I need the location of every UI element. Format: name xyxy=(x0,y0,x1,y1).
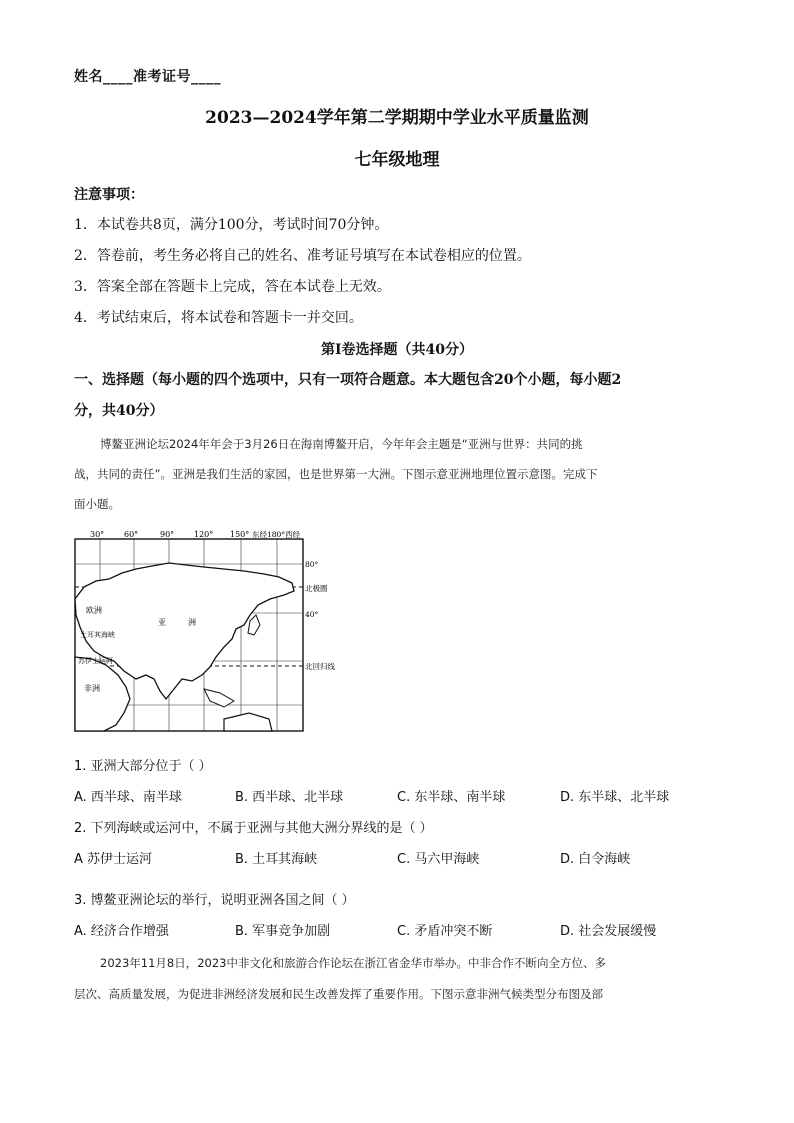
option-c[interactable]: C. 矛盾冲突不断 xyxy=(397,924,493,939)
question-stem: 3. 博鳌亚洲论坛的举行，说明亚洲各国之间（ ） xyxy=(74,893,355,908)
option-a[interactable]: A. 西半球、南半球 xyxy=(74,790,182,805)
exam-title: 2023—2024学年第二学期期中学业水平质量监测 xyxy=(205,108,589,128)
option-d[interactable]: D. 白令海峡 xyxy=(560,852,631,867)
option-c[interactable]: C. 马六甲海峡 xyxy=(397,852,480,867)
lon-label: 30° xyxy=(90,530,105,539)
africa-label: 非洲 xyxy=(84,684,100,693)
arctic-circle-label: 北极圈 xyxy=(305,584,328,593)
notice-heading: 注意事项： xyxy=(74,187,144,203)
section-heading-cont: 分，共40分） xyxy=(74,403,164,419)
lon-label: 东经180°西经 xyxy=(252,530,301,539)
question-stem: 2. 下列海峡或运河中，不属于亚洲与其他大洲分界线的是（ ） xyxy=(74,821,433,836)
lat-label: 40° xyxy=(305,610,319,619)
part-title: 第Ⅰ卷选择题（共40分） xyxy=(320,342,474,358)
notice-item: 2．答卷前，考生务必将自己的姓名、准考证号填写在本试卷相应的位置。 xyxy=(74,248,531,264)
lon-label: 60° xyxy=(124,530,139,539)
lon-label: 90° xyxy=(160,530,175,539)
section-heading: 一、选择题（每小题的四个选项中，只有一项符合题意。本大题包含20个小题，每小题2 xyxy=(74,372,622,388)
turkish-strait-label: 土耳其海峡 xyxy=(80,631,115,639)
option-d[interactable]: D. 东半球、北半球 xyxy=(560,790,670,805)
asia-label-1: 亚 xyxy=(158,618,166,627)
passage-line: 面小题。 xyxy=(74,497,120,511)
asia-location-map xyxy=(74,529,335,734)
notice-item: 1．本试卷共8页，满分100分，考试时间70分钟。 xyxy=(74,217,389,233)
europe-label: 欧洲 xyxy=(86,606,102,615)
option-a[interactable]: A 苏伊士运河 xyxy=(74,852,153,867)
option-b[interactable]: B. 土耳其海峡 xyxy=(235,852,318,867)
suez-canal-label: 苏伊士运河 xyxy=(78,657,113,665)
passage-line: 战，共同的责任”。亚洲是我们生活的家园，也是世界第一大洲。下图示意亚洲地理位置示意图。完成下 xyxy=(74,467,598,481)
passage-line: 层次、高质量发展，为促进非洲经济发展和民生改善发挥了重要作用。下图示意非洲气候类型分布图及部 xyxy=(74,987,603,1001)
option-b[interactable]: B. 西半球、北半球 xyxy=(235,790,344,805)
option-a[interactable]: A. 经济合作增强 xyxy=(74,924,169,939)
exam-subtitle: 七年级地理 xyxy=(354,150,440,170)
option-d[interactable]: D. 社会发展缓慢 xyxy=(560,924,657,939)
lat-label: 80° xyxy=(305,560,319,569)
question-stem: 1. 亚洲大部分位于（ ） xyxy=(74,759,212,774)
option-c[interactable]: C. 东半球、南半球 xyxy=(397,790,506,805)
notice-item: 4．考试结束后，将本试卷和答题卡一并交回。 xyxy=(74,310,363,326)
asia-label-2: 洲 xyxy=(188,618,196,627)
passage-line: 博鳌亚洲论坛2024年年会于3月26日在海南博鳌开启，今年年会主题是“亚洲与世界：共同的挑 xyxy=(100,437,583,451)
tropic-label: 北回归线 xyxy=(305,662,335,671)
lon-label: 120° xyxy=(194,530,214,539)
lon-label: 150° xyxy=(230,530,250,539)
name-id-line: 姓名____准考证号____ xyxy=(74,69,221,85)
option-b[interactable]: B. 军事竞争加剧 xyxy=(235,924,331,939)
notice-item: 3．答案全部在答题卡上完成，答在本试卷上无效。 xyxy=(74,279,391,295)
passage-line: 2023年11月8日，2023中非文化和旅游合作论坛在浙江省金华市举办。中非合作不断向全方位、多 xyxy=(100,956,606,970)
